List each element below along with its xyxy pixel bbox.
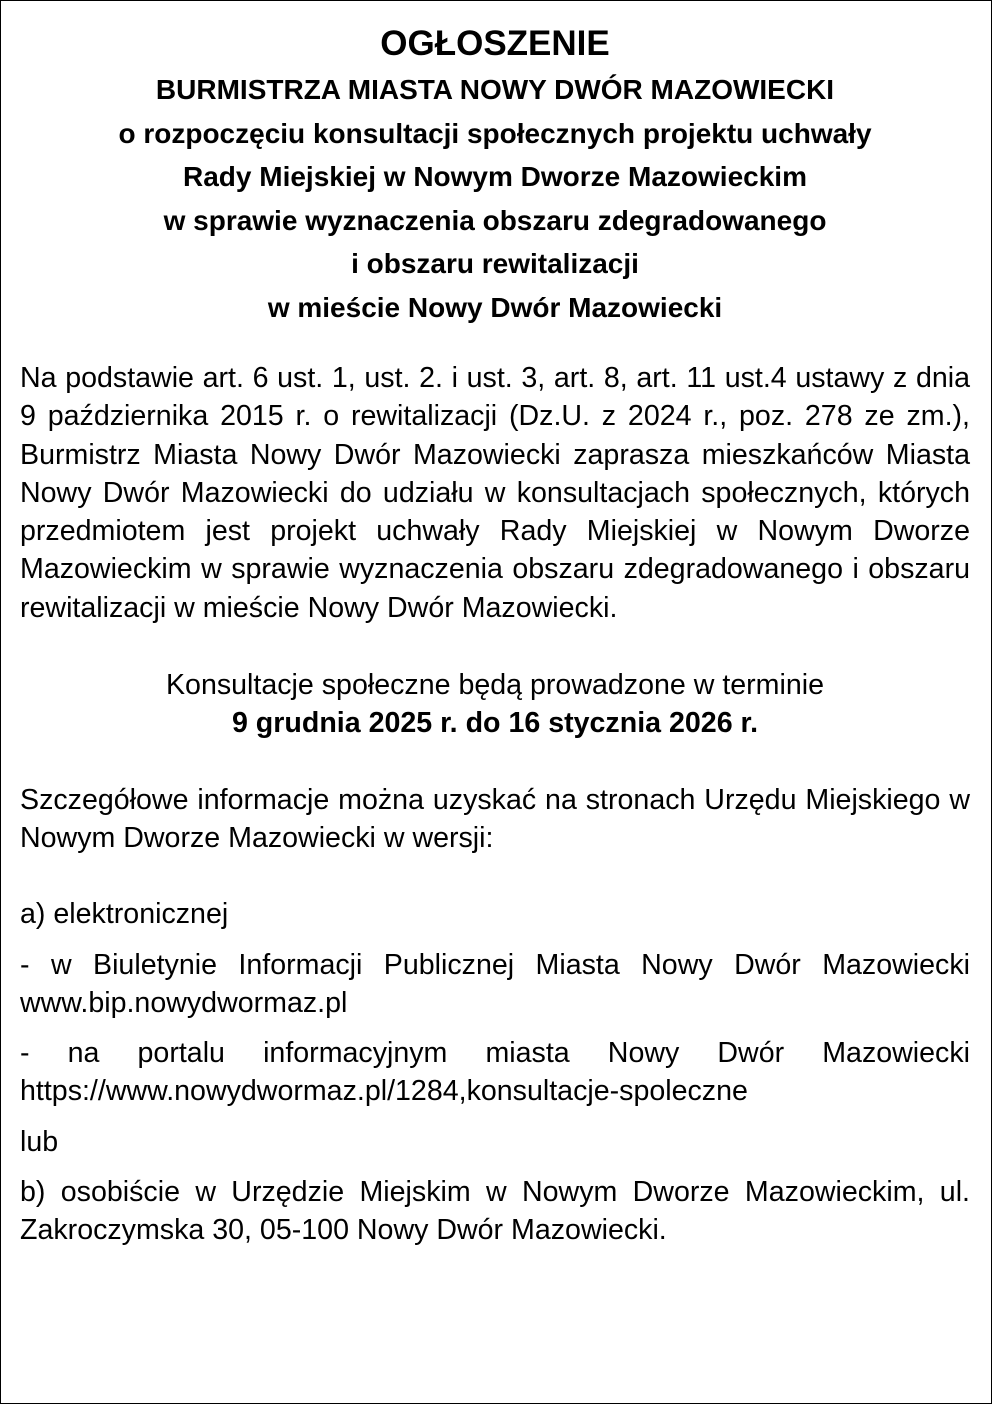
option-a: a) elektronicznej bbox=[20, 898, 229, 931]
details-paragraph: Szczegółowe informacje można uzyskać na stronach Urzędu Miejskiego w Nowym Dworze Mazowiecki w wersji: bbox=[20, 783, 970, 854]
option-b: b) osobiście w Urzędzie Miejskim w Nowym Dworze Mazowieckim, ul. Zakroczymska 30, 05-100 Nowy Dwór Mazowiecki. bbox=[20, 1176, 970, 1247]
bullet-portal: - na portalu informacyjnym miasta Nowy Dwór Mazowiecki https://www.nowydwormaz.pl/1284,konsultacje-spoleczne bbox=[20, 1037, 970, 1108]
announcement bbox=[20, 20, 970, 1250]
term-label: Konsultacje społeczne będą prowadzone w terminie bbox=[165, 669, 825, 702]
term-dates: 9 grudnia 2025 r. do 16 stycznia 2026 r. bbox=[231, 707, 759, 740]
intro-paragraph: Na podstawie art. 6 ust. 1, ust. 2. i ust. 3, art. 8, art. 11 ust.4 ustawy z dnia 9 października 2015 r. o rewitalizacji (Dz.U. z 2024 r., poz. 278 ze zm.), Burmistrz Miasta Nowy Dwór Mazowiecki zaprasza mieszkańców Miasta Nowy Dwór Mazowiecki do udziału w konsultacjach społecznych, których przedmiotem jest projekt uchwały Rady Miejskiej w Nowym Dworze Mazowieckim w sprawie wyznaczenia obszaru zdegradowanego i obszaru rewitalizacji w mieście Nowy Dwór Mazowiecki. bbox=[20, 362, 970, 624]
or-text: lub bbox=[20, 1125, 59, 1158]
announcement-title: OGŁOSZENIE bbox=[380, 24, 610, 63]
heading-line: i obszaru rewitalizacji bbox=[351, 248, 639, 279]
heading-line: Rady Miejskiej w Nowym Dworze Mazowieckim bbox=[183, 161, 807, 192]
bullet-bip: - w Biuletynie Informacji Publicznej Miasta Nowy Dwór Mazowiecki www.bip.nowydwormaz.pl bbox=[20, 948, 970, 1019]
heading-line: w sprawie wyznaczenia obszaru zdegradowanego bbox=[163, 204, 827, 236]
heading-line: o rozpoczęciu konsultacji społecznych projektu uchwały bbox=[118, 117, 872, 149]
heading-line: BURMISTRZA MIASTA NOWY DWÓR MAZOWIECKI bbox=[155, 74, 835, 105]
heading-line: w mieście Nowy Dwór Mazowiecki bbox=[267, 291, 723, 323]
